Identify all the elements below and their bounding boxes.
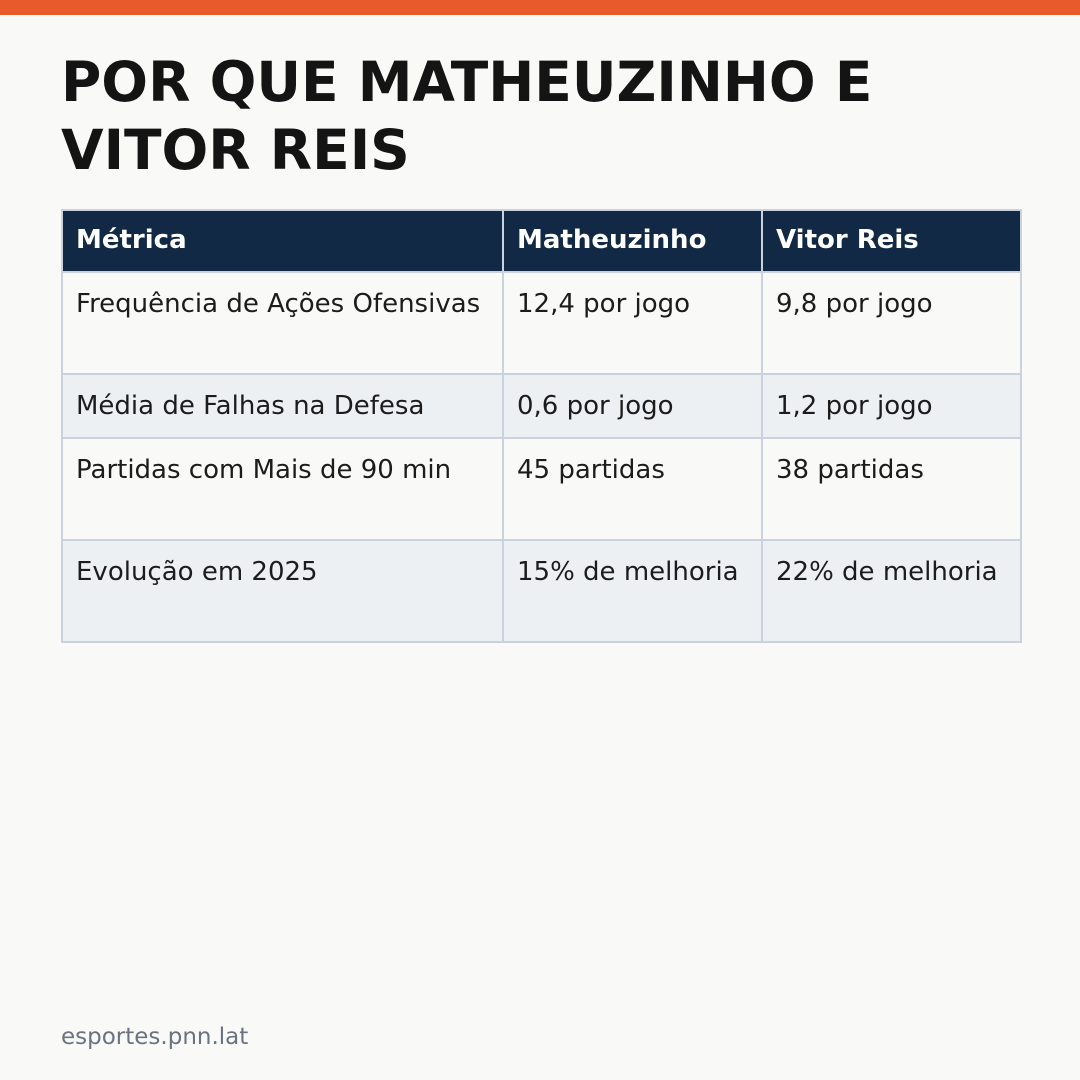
matheuzinho-value-cell: 0,6 por jogo	[503, 374, 762, 438]
vitor-reis-value-cell: 22% de melhoria	[762, 540, 1021, 642]
table-header-row	[62, 210, 1021, 272]
table-row	[62, 540, 1021, 642]
matheuzinho-value-cell: 12,4 por jogo	[503, 272, 762, 374]
comparison-table	[61, 209, 1022, 643]
vitor-reis-value-cell: 9,8 por jogo	[762, 272, 1021, 374]
metric-cell: Média de Falhas na Defesa	[62, 374, 503, 438]
metric-cell: Frequência de Ações Ofensivas	[62, 272, 503, 374]
matheuzinho-value-cell: 15% de melhoria	[503, 540, 762, 642]
metric-cell: Evolução em 2025	[62, 540, 503, 642]
column-header-metric: Métrica	[62, 210, 503, 272]
vitor-reis-value-cell: 38 partidas	[762, 438, 1021, 540]
table-row	[62, 374, 1021, 438]
vitor-reis-value-cell: 1,2 por jogo	[762, 374, 1021, 438]
table-row	[62, 272, 1021, 374]
column-header-matheuzinho: Matheuzinho	[503, 210, 762, 272]
table-row	[62, 438, 1021, 540]
matheuzinho-value-cell: 45 partidas	[503, 438, 762, 540]
column-header-vitor-reis: Vitor Reis	[762, 210, 1021, 272]
metric-cell: Partidas com Mais de 90 min	[62, 438, 503, 540]
accent-bar	[0, 0, 1080, 15]
page-title: POR QUE MATHEUZINHO E VITOR REIS	[61, 50, 873, 182]
site-url: esportes.pnn.lat	[61, 1024, 249, 1050]
